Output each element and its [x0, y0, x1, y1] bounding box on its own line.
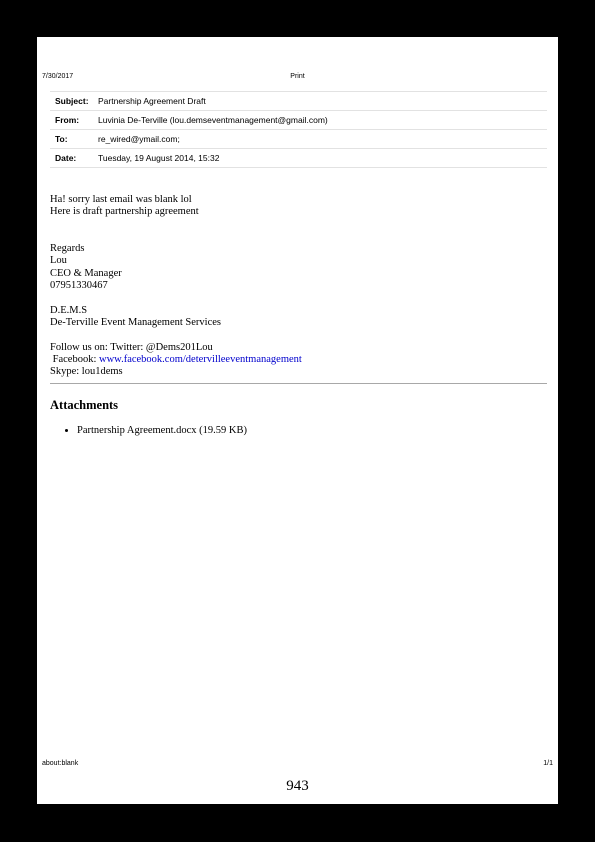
spacer	[50, 292, 547, 304]
date-label: Date:	[55, 153, 77, 163]
printed-page	[37, 37, 558, 804]
header-row-from	[50, 111, 547, 130]
company-short: D.E.M.S	[50, 304, 88, 316]
spacer	[50, 219, 547, 244]
signature-role: CEO & Manager	[50, 267, 122, 279]
attachments-title: Attachments	[50, 398, 119, 412]
header-row-date	[50, 149, 547, 168]
header-row-subject	[50, 92, 547, 111]
subject-value: Partnership Agreement Draft	[98, 96, 206, 106]
attachment-item[interactable]: • Partnership Agreement.docx (19.59 KB)	[77, 425, 247, 437]
follow-twitter: Follow us on: Twitter: @Dems201Lou	[50, 341, 213, 353]
skype-line: Skype: lou1dems	[50, 366, 123, 378]
to-label: To:	[55, 134, 68, 144]
signature-regards: Regards	[50, 243, 85, 255]
print-page-count: 1/1	[543, 760, 553, 767]
print-date: 7/30/2017	[42, 73, 74, 80]
page-number: 943	[286, 778, 309, 794]
date-value: Tuesday, 19 August 2014, 15:32	[98, 153, 220, 163]
from-value: Luvinia De-Terville (lou.demseventmanagement@gmail.com)	[98, 115, 328, 125]
body-line-1: Ha! sorry last email was blank lol	[50, 194, 192, 205]
spacer	[50, 329, 547, 341]
print-url: about:blank	[42, 760, 79, 767]
company-full: De-Terville Event Management Services	[50, 316, 221, 328]
facebook-link[interactable]: www.facebook.com/detervilleeventmanagement	[99, 353, 302, 365]
to-value: re_wired@ymail.com;	[98, 134, 180, 144]
facebook-label: Facebook:	[50, 353, 99, 365]
print-header	[42, 73, 553, 83]
print-title: Print	[290, 73, 305, 80]
from-label: From:	[55, 115, 80, 125]
subject-label: Subject:	[55, 96, 89, 106]
signature-name: Lou	[50, 255, 67, 267]
facebook-line	[50, 354, 547, 366]
signature-phone: 07951330467	[50, 280, 108, 292]
attachments-list	[50, 425, 247, 437]
body-line-2: Here is draft partnership agreement	[50, 206, 199, 218]
email-headers-table	[50, 91, 547, 168]
attachments-divider	[50, 383, 547, 384]
header-row-to	[50, 130, 547, 149]
email-body	[50, 194, 547, 378]
